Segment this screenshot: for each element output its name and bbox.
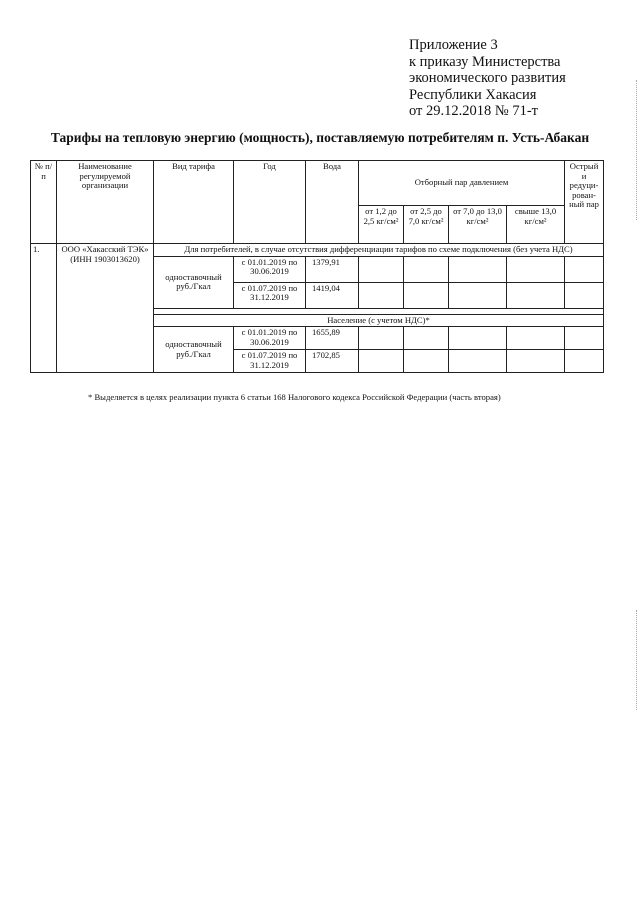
water-value: 1419,04 [306,282,359,308]
header-tariff-type: Вид тарифа [154,161,234,244]
footnote: * Выделяется в целях реализации пункта 6 статьи 168 Налогового кодекса Российской Федерации (часть вторая) [88,392,501,402]
organization-name: ООО «Хакасский ТЭК» (ИНН 1903013620) [57,244,154,373]
appendix-line: к приказу Министерства [409,53,561,70]
header-no: № п/ п [31,161,57,244]
header-steam-1: от 1,2 до 2,5 кг/см² [359,206,404,244]
period-cell: с 01.01.2019 по 30.06.2019 [234,327,306,350]
water-value: 1379,91 [306,256,359,282]
scan-edge-mark [635,610,637,710]
appendix-line: экономического развития [409,70,566,86]
row-number: 1. [31,244,57,373]
tariff-type-cell: одноставочный руб./Гкал [154,256,234,308]
header-sharp-steam: Острый и редуци- рован- ный пар [565,161,604,244]
appendix-line: Республики Хакасия [409,86,537,103]
water-value: 1702,85 [306,350,359,373]
header-steam-group: Отборный пар давлением [359,161,565,206]
appendix-header [409,37,566,120]
header-organization: Наименование регулируемой организации [57,161,154,244]
period-cell: с 01.07.2019 по 31.12.2019 [234,282,306,308]
section-population: Население (с учетом НДС)* [154,314,604,327]
header-steam-2: от 2,5 до 7,0 кг/см² [404,206,449,244]
tariff-type-cell: одноставочный руб./Гкал [154,327,234,373]
header-year: Год [234,161,306,244]
header-steam-4: свыше 13,0 кг/см² [507,206,565,244]
document-title: Тарифы на тепловую энергию (мощность), поставляемую потребителям п. Усть-Абакан [50,130,590,145]
section-consumers: Для потребителей, в случае отсутствия дифференциации тарифов по схеме подключения (без учета НДС) [154,244,604,257]
header-steam-3: от 7,0 до 13,0 кг/см² [449,206,507,244]
period-cell: с 01.07.2019 по 31.12.2019 [234,350,306,373]
tariff-table [30,160,604,373]
water-value: 1655,89 [306,327,359,350]
header-water: Вода [306,161,359,244]
appendix-line: Приложение 3 [409,37,498,53]
appendix-line: от 29.12.2018 № 71-т [409,103,539,119]
period-cell: с 01.01.2019 по 30.06.2019 [234,256,306,282]
scan-edge-mark [635,80,637,220]
